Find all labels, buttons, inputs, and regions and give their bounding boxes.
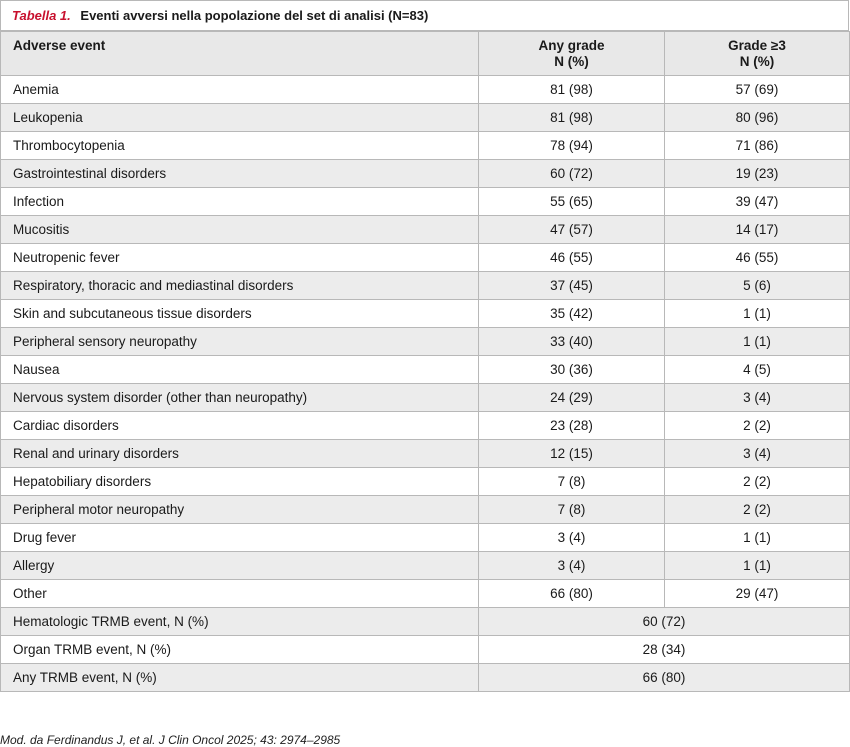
cell-event: Hepatobiliary disorders [1, 468, 479, 496]
adverse-events-table [0, 31, 850, 692]
cell-event: Thrombocytopenia [1, 132, 479, 160]
table-row [1, 188, 850, 216]
cell-event: Respiratory, thoracic and mediastinal disorders [1, 272, 479, 300]
cell-event: Cardiac disorders [1, 412, 479, 440]
cell-event: Gastrointestinal disorders [1, 160, 479, 188]
summary-row [1, 608, 850, 636]
cell-grade3: 2 (2) [665, 496, 850, 524]
cell-event: Infection [1, 188, 479, 216]
cell-grade3: 71 (86) [665, 132, 850, 160]
table-row [1, 160, 850, 188]
table-body [1, 76, 850, 692]
header-any-grade-line2: N (%) [554, 54, 589, 69]
cell-event: Hematologic TRMB event, N (%) [1, 608, 479, 636]
cell-grade3: 29 (47) [665, 580, 850, 608]
cell-any-grade: 12 (15) [479, 440, 665, 468]
cell-any-grade: 66 (80) [479, 580, 665, 608]
cell-grade3: 57 (69) [665, 76, 850, 104]
cell-any-grade: 78 (94) [479, 132, 665, 160]
cell-event: Other [1, 580, 479, 608]
cell-any-grade: 7 (8) [479, 468, 665, 496]
cell-grade3: 14 (17) [665, 216, 850, 244]
cell-any-grade: 24 (29) [479, 384, 665, 412]
cell-grade3: 46 (55) [665, 244, 850, 272]
cell-grade3: 1 (1) [665, 328, 850, 356]
summary-row [1, 664, 850, 692]
cell-any-grade: 81 (98) [479, 76, 665, 104]
summary-row [1, 636, 850, 664]
cell-summary-value: 60 (72) [479, 608, 850, 636]
cell-any-grade: 46 (55) [479, 244, 665, 272]
cell-grade3: 1 (1) [665, 552, 850, 580]
cell-grade3: 3 (4) [665, 384, 850, 412]
table-row [1, 272, 850, 300]
table-row [1, 76, 850, 104]
cell-event: Drug fever [1, 524, 479, 552]
cell-any-grade: 23 (28) [479, 412, 665, 440]
table-row [1, 468, 850, 496]
table-row [1, 440, 850, 468]
table-caption [0, 0, 849, 31]
cell-grade3: 19 (23) [665, 160, 850, 188]
cell-any-grade: 3 (4) [479, 552, 665, 580]
table-row [1, 104, 850, 132]
cell-any-grade: 35 (42) [479, 300, 665, 328]
cell-grade3: 2 (2) [665, 412, 850, 440]
header-grade3 [665, 32, 850, 76]
cell-any-grade: 47 (57) [479, 216, 665, 244]
cell-grade3: 39 (47) [665, 188, 850, 216]
cell-any-grade: 55 (65) [479, 188, 665, 216]
table-row [1, 580, 850, 608]
table-row [1, 132, 850, 160]
header-adverse-event: Adverse event [1, 32, 479, 76]
cell-event: Peripheral motor neuropathy [1, 496, 479, 524]
header-grade3-line2: N (%) [739, 54, 775, 69]
table-row [1, 552, 850, 580]
cell-event: Nervous system disorder (other than neuropathy) [1, 384, 479, 412]
header-row [1, 32, 850, 76]
cell-event: Nausea [1, 356, 479, 384]
cell-summary-value: 28 (34) [479, 636, 850, 664]
cell-event: Any TRMB event, N (%) [1, 664, 479, 692]
source-footnote: Mod. da Ferdinandus J, et al. J Clin Oncol 2025; 43: 2974–2985 [0, 733, 341, 747]
table-row [1, 496, 850, 524]
table-row [1, 412, 850, 440]
table-row [1, 300, 850, 328]
cell-grade3: 4 (5) [665, 356, 850, 384]
table-row [1, 356, 850, 384]
cell-event: Renal and urinary disorders [1, 440, 479, 468]
cell-event: Neutropenic fever [1, 244, 479, 272]
table-row [1, 328, 850, 356]
header-grade3-line1: Grade ≥3 [728, 38, 786, 53]
cell-grade3: 3 (4) [665, 440, 850, 468]
caption-title: Eventi avversi nella popolazione del set di analisi (N=83) [80, 8, 429, 23]
table-row [1, 216, 850, 244]
cell-any-grade: 33 (40) [479, 328, 665, 356]
cell-event: Leukopenia [1, 104, 479, 132]
cell-event: Skin and subcutaneous tissue disorders [1, 300, 479, 328]
cell-any-grade: 81 (98) [479, 104, 665, 132]
cell-summary-value: 66 (80) [479, 664, 850, 692]
cell-any-grade: 37 (45) [479, 272, 665, 300]
cell-any-grade: 7 (8) [479, 496, 665, 524]
cell-any-grade: 60 (72) [479, 160, 665, 188]
table-row [1, 244, 850, 272]
cell-any-grade: 30 (36) [479, 356, 665, 384]
cell-grade3: 1 (1) [665, 524, 850, 552]
table-row [1, 384, 850, 412]
caption-label: Tabella 1. [12, 8, 71, 23]
cell-any-grade: 3 (4) [479, 524, 665, 552]
cell-grade3: 80 (96) [665, 104, 850, 132]
table-row [1, 524, 850, 552]
cell-grade3: 2 (2) [665, 468, 850, 496]
cell-event: Anemia [1, 76, 479, 104]
cell-event: Organ TRMB event, N (%) [1, 636, 479, 664]
cell-grade3: 5 (6) [665, 272, 850, 300]
cell-event: Peripheral sensory neuropathy [1, 328, 479, 356]
header-any-grade [479, 32, 665, 76]
cell-grade3: 1 (1) [665, 300, 850, 328]
header-any-grade-line1: Any grade [538, 38, 605, 53]
cell-event: Allergy [1, 552, 479, 580]
cell-event: Mucositis [1, 216, 479, 244]
